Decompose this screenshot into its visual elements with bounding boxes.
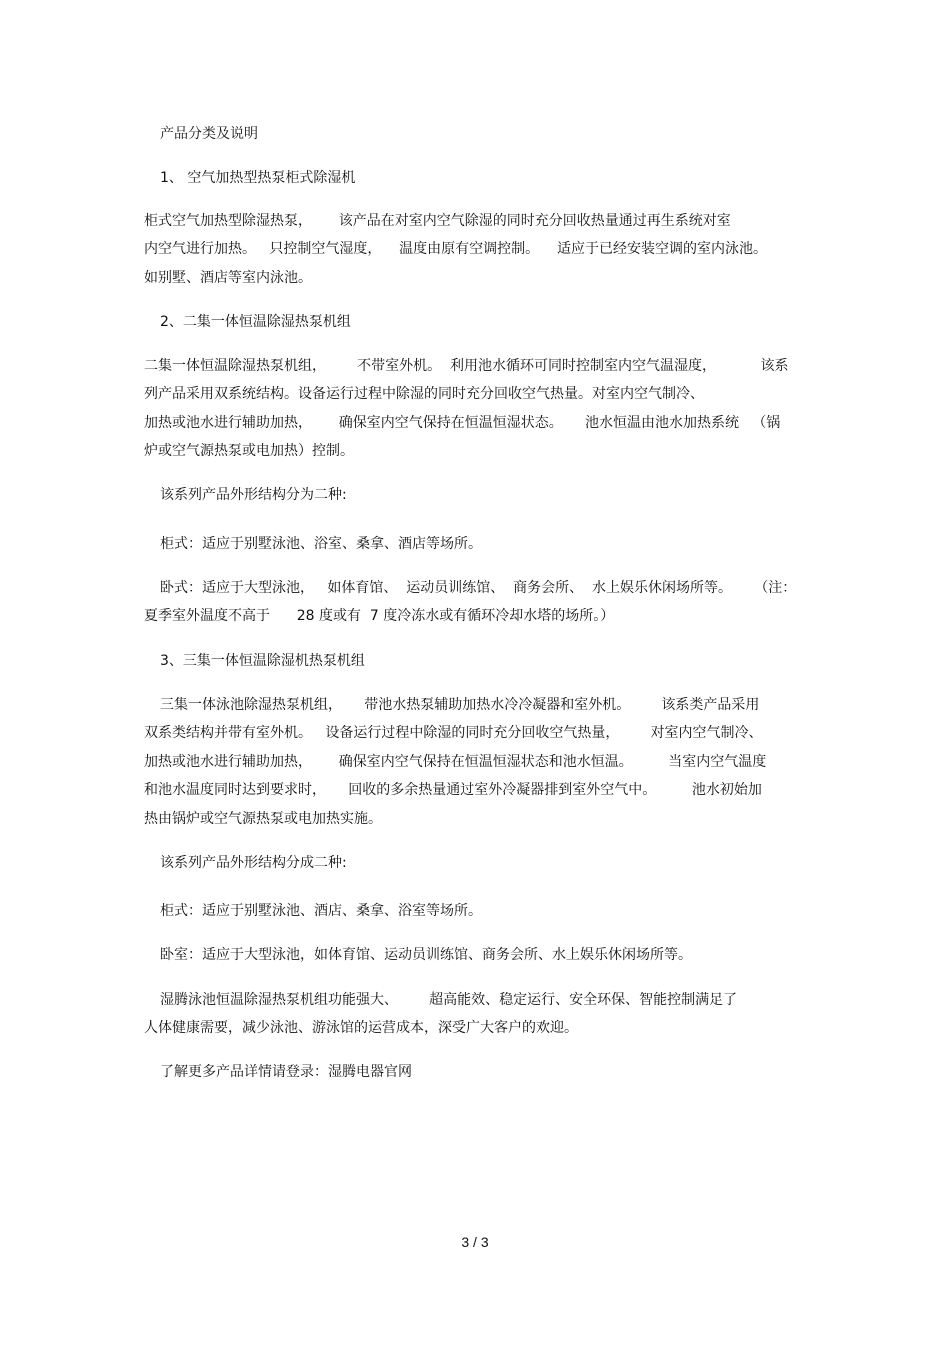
section-1-text-line-2: 内空气进行加热。 只控制空气湿度， 温度由原有空调控制。 适应于已经安装空调的室内泳池。 — [144, 241, 767, 257]
section-2-text-line-4: 炉或空气源热泵或电加热）控制。 — [144, 443, 354, 459]
section-2-types-intro: 该系列产品外形结构分为二种: — [160, 487, 347, 503]
page-number: 3 / 3 — [461, 1234, 489, 1250]
section-2-text-line-1: 二集一体恒温除湿热泵机组， 不带室外机。 利用池水循环可同时控制室内空气温湿度， 该系 — [144, 358, 789, 374]
more-info-line: 了解更多产品详情请登录：湿腾电器官网 — [160, 1064, 412, 1080]
section-1-title: 1、 空气加热型热泵柜式除湿机 — [160, 170, 356, 186]
section-3-text-line-1: 三集一体泳池除湿热泵机组， 带池水热泵辅助加热水冷冷凝器和室外机。 该系类产品采用 — [160, 697, 760, 713]
section-2-title: 2、二集一体恒温除湿热泵机组 — [160, 314, 351, 330]
closing-line-1: 湿腾泳池恒温除湿热泵机组功能强大、 超高能效、稳定运行、安全环保、智能控制满足了 — [160, 992, 738, 1008]
section-3-cabinet-type: 柜式：适应于别墅泳池、酒店、桑拿、浴室等场所。 — [160, 903, 482, 919]
doc-heading: 产品分类及说明 — [160, 126, 258, 142]
section-3-text-line-5: 热由锅炉或空气源热泵或电加热实施。 — [144, 811, 382, 827]
section-1-text-line-1: 柜式空气加热型除湿热泵， 该产品在对室内空气除湿的同时充分回收热量通过再生系统对室 — [144, 213, 731, 229]
closing-line-2: 人体健康需要，减少泳池、游泳馆的运营成本，深受广大客户的欢迎。 — [144, 1020, 578, 1036]
section-3-text-line-2: 双系类结构并带有室外机。 设备运行过程中除湿的同时充分回收空气热量， 对室内空气制冷、 — [144, 725, 763, 741]
section-2-text-line-2: 列产品采用双系统结构。设备运行过程中除湿的同时充分回收空气热量。对室内空气制冷、 — [144, 386, 704, 402]
section-3-title: 3、三集一体恒温除湿机热泵机组 — [160, 653, 365, 669]
section-2-horizontal-type-line-2: 夏季室外温度不高于 28 度或有 7 度冷冻水或有循环冷却水塔的场所。） — [144, 608, 615, 624]
section-3-horizontal-type: 卧室：适应于大型泳池，如体育馆、运动员训练馆、商务会所、水上娱乐休闲场所等。 — [160, 947, 692, 963]
section-2-horizontal-type-line-1: 卧式：适应于大型泳池， 如体育馆、 运动员训练馆、 商务会所、 水上娱乐休闲场所等。 （注： — [160, 580, 797, 596]
section-2-text-line-3: 加热或池水进行辅助加热， 确保室内空气保持在恒温恒湿状态。 池水恒温由池水加热系统 （锅 — [144, 415, 781, 431]
section-1-text-line-3: 如别墅、酒店等室内泳池。 — [144, 270, 312, 286]
section-3-text-line-3: 加热或池水进行辅助加热， 确保室内空气保持在恒温恒湿状态和池水恒温。 当室内空气温度 — [144, 754, 767, 770]
section-3-text-line-4: 和池水温度同时达到要求时， 回收的多余热量通过室外冷凝器排到室外空气中。 池水初始加 — [144, 782, 762, 798]
section-2-cabinet-type: 柜式：适应于别墅泳池、浴室、桑拿、酒店等场所。 — [160, 536, 482, 552]
section-3-types-intro: 该系列产品外形结构分成二种: — [160, 855, 347, 871]
